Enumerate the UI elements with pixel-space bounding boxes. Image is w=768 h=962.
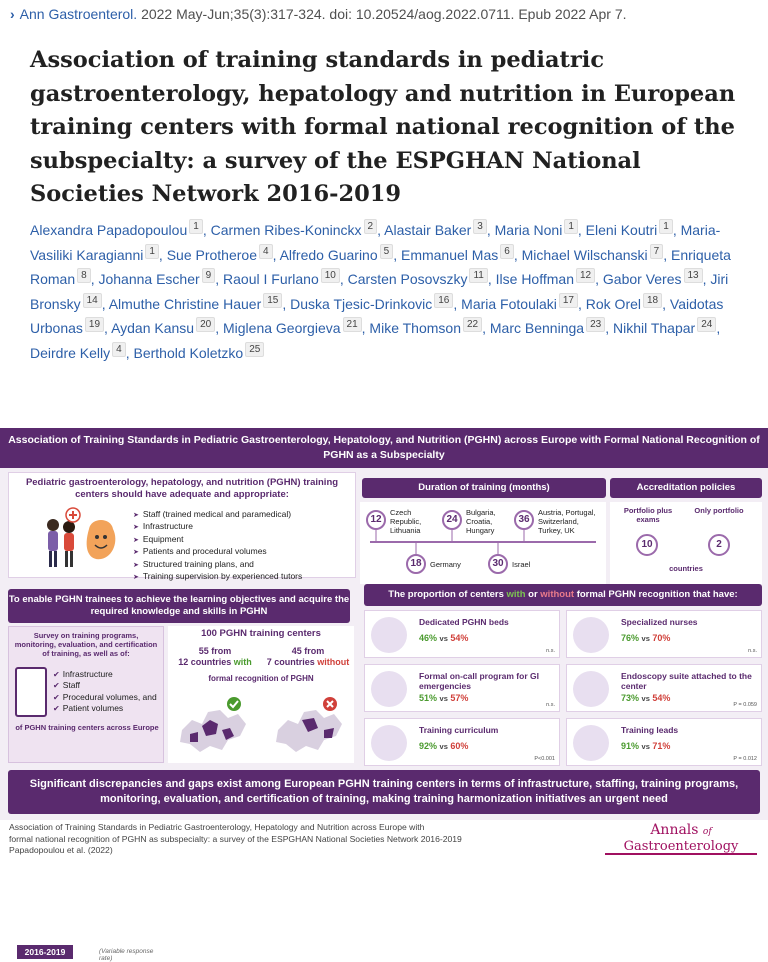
author-link[interactable]: Enriqueta Roman — [30, 246, 731, 287]
author-link[interactable]: Jiri Bronsky — [30, 271, 729, 312]
card-label: Training leads — [621, 725, 679, 735]
author-link[interactable]: Berthold Koletzko — [133, 344, 244, 361]
p-value: P = 0.012 — [733, 756, 757, 762]
without-num: 45 — [291, 646, 302, 656]
card-label: Dedicated PGHN beds — [419, 617, 509, 627]
card-illustration-icon — [573, 725, 609, 761]
requirement-item: ➤ Structured training plans, and — [133, 559, 302, 571]
affiliation-badge[interactable]: 21 — [343, 317, 362, 332]
affiliation-badge[interactable]: 9 — [202, 268, 216, 283]
portfolio-exams-count: 10 — [636, 534, 658, 556]
affiliation-badge[interactable]: 11 — [469, 268, 487, 283]
author-list: Alexandra Papadopoulou $^1$ , Carmen Ribes-Koninckx $^2$ , Alastair Baker $^3$ , Maria Noni $^1$ , Eleni Koutri $^1$ , Maria-Vasiliki Karagianni $^1$ , Sue Protheroe $^4$ , Alfredo Guarino $^5$ , Emmanuel Mas $^6$ , Michael Wilschanski $^7$ , Enriqueta Roman $^8$ , Johanna Escher $^9$ , Raoul I Furlano $^{10}$ , Carsten Posovszky $^{11}$ , Ilse Hoffman $^{12}$ , Gabor Veres $^{13}$ , Jiri Bronsky $^{14}$ , Almuthe Christine Hauer $^{15}$ , Duska Tjesic-Drinkovic $^{16}$ , Maria Fotoulaki $^{17}$ , Rok Orel $^{18}$ , Vaidotas Urbonas $^{19}$ , Aydan Kansu $^{20}$ , Miglena Georgieva $^{21}$ , Mike Thomson $^{22}$ , Marc Benninga $^{23}$ , Nikhil Thapar $^{24}$ , Deirdre Kelly $^4$ , Berthold Koletzko $^{25}$ — [30, 221, 731, 361]
affiliation-badge[interactable]: 18 — [643, 293, 662, 308]
survey-footer: of PGHN training centers across Europe — [15, 723, 159, 732]
author-link[interactable]: Raoul I Furlano — [223, 271, 319, 287]
duration-36: 36 — [514, 510, 534, 530]
affiliation-badge[interactable]: 19 — [85, 317, 104, 332]
duration-18-countries: Germany — [430, 560, 461, 569]
p-value: n.s. — [546, 648, 555, 654]
requirement-item: ➤ Infrastructure — [133, 521, 302, 533]
value-with: 76% — [621, 633, 640, 643]
proportion-prefix: The proportion of centers — [388, 589, 504, 600]
p-value: P<0.001 — [534, 756, 555, 762]
affiliation-badge[interactable]: 6 — [500, 244, 514, 259]
citation-details: 2022 May-Jun;35(3):317-324. doi: 10.20524/aog.2022.0711. Epub 2022 Apr 7. — [141, 6, 627, 22]
affiliation-badge[interactable]: 13 — [684, 268, 703, 283]
duration-30: 30 — [488, 554, 508, 574]
card-label: Specialized nurses — [621, 617, 698, 627]
portfolio-exams-label: Portfolio plus exams — [623, 506, 673, 524]
affiliation-badge[interactable]: 22 — [463, 317, 482, 332]
duration-24: 24 — [442, 510, 462, 530]
survey-item: ✔ Patient volumes — [53, 703, 157, 714]
author-link[interactable]: Almuthe Christine Hauer — [108, 295, 262, 312]
proportion-or: or — [528, 589, 538, 600]
author-link[interactable]: Rok Orel — [585, 295, 641, 312]
affiliation-badge[interactable]: 8 — [77, 268, 91, 283]
enable-band: To enable PGHN trainees to achieve the learning objectives and acquire the required knowledge and skills in PGHN — [8, 589, 350, 623]
author-link[interactable]: Carsten Posovszky — [347, 271, 468, 287]
europe-map-with-icon — [172, 690, 254, 756]
comparison-card — [364, 664, 560, 712]
author-link[interactable]: Carmen Ribes-Koninckx — [210, 222, 362, 238]
affiliation-badge[interactable]: 1 — [564, 219, 578, 234]
years-badge: 2016-2019 — [17, 945, 73, 959]
card-values — [419, 633, 468, 643]
without-countries: 7 — [266, 656, 272, 667]
response-note: (Variable response rate) — [99, 948, 154, 962]
affiliation-badge[interactable]: 2 — [364, 219, 378, 234]
card-values — [621, 693, 670, 703]
portfolio-only-count: 2 — [708, 534, 730, 556]
comparison-card — [566, 718, 762, 766]
duration-18: 18 — [406, 554, 426, 574]
card-label: Formal on-call program for GI emergencies — [419, 671, 539, 691]
requirement-item: ➤ Equipment — [133, 534, 302, 546]
card-values — [621, 741, 670, 751]
value-with: 46% — [419, 633, 438, 643]
value-without: 70% — [652, 633, 671, 643]
requirement-item: ➤ Training supervision by experienced tutors — [133, 571, 302, 583]
p-value: n.s. — [748, 648, 757, 654]
card-values — [621, 633, 670, 643]
affiliation-badge[interactable]: 17 — [559, 293, 578, 308]
without-from: from — [304, 646, 325, 656]
affiliation-badge[interactable]: 1 — [189, 219, 203, 234]
affiliation-badge[interactable]: 7 — [650, 244, 664, 259]
affiliation-badge[interactable]: 5 — [380, 244, 394, 259]
author-link[interactable]: Mike Thomson — [369, 320, 461, 336]
portfolio-only-label: Only portfolio — [694, 506, 744, 515]
centers-without — [262, 646, 354, 667]
author-link[interactable]: Maria-Vasiliki Karagianni — [30, 222, 721, 263]
proportion-suffix: formal PGHN recognition that have: — [576, 589, 738, 600]
without-countries-text: countries — [274, 656, 315, 667]
value-with: 91% — [621, 741, 640, 751]
affiliation-badge[interactable]: 3 — [473, 219, 487, 234]
affiliation-badge[interactable]: 20 — [196, 317, 215, 332]
proportion-with: with — [506, 589, 526, 600]
duration-12: 12 — [366, 510, 386, 530]
accreditation-heading: Accreditation policies — [610, 478, 762, 498]
with-num: 55 — [198, 646, 209, 656]
card-values — [419, 693, 468, 703]
chevron-right-icon[interactable]: › — [10, 6, 15, 22]
author-link[interactable]: Maria Fotoulaki — [461, 295, 557, 312]
requirements-list — [133, 509, 302, 583]
p-value: n.s. — [546, 702, 555, 708]
duration-box — [360, 502, 606, 584]
vs-label: vs — [439, 634, 448, 643]
author-link[interactable]: Michael Wilschanski — [521, 246, 648, 263]
value-without: 54% — [450, 633, 469, 643]
card-label: Training curriculum — [419, 725, 499, 735]
requirements-heading: Pediatric gastroenterology, hepatology, and nutrition (PGHN) training centers should have adequate and appropriate: — [25, 477, 339, 500]
ga-footer — [9, 822, 569, 857]
vs-label: vs — [641, 694, 650, 703]
comparison-card — [364, 610, 560, 658]
vs-label: vs — [641, 634, 650, 643]
author-link[interactable]: Vaidotas Urbonas — [30, 295, 724, 336]
with-word: with — [233, 656, 252, 667]
comparison-card — [566, 610, 762, 658]
comparison-card — [364, 718, 560, 766]
p-value: P = 0.059 — [733, 702, 757, 708]
author-link[interactable]: Miglena Georgieva — [223, 320, 341, 336]
value-without: 60% — [450, 741, 469, 751]
affiliation-badge[interactable]: 4 — [112, 342, 126, 357]
proportion-heading — [364, 584, 762, 606]
survey-heading: Survey on training programs, monitoring, evaluation, and certification of training, as well as of: — [14, 631, 158, 659]
card-illustration-icon — [371, 725, 407, 761]
value-with: 92% — [419, 741, 438, 751]
affiliation-badge[interactable]: 1 — [659, 219, 673, 234]
clipboard-icon — [15, 667, 47, 717]
journal-logo — [605, 823, 757, 855]
duration-36-countries: Austria, Portugal, Switzerland, Turkey, UK — [538, 508, 596, 535]
author-link[interactable]: Alastair Baker — [384, 222, 472, 238]
citation — [10, 6, 627, 22]
author-link[interactable]: Johanna Escher — [98, 271, 200, 287]
proportion-without: without — [540, 589, 575, 600]
affiliation-badge[interactable]: 16 — [434, 293, 453, 308]
author-link[interactable]: Alexandra Papadopoulou — [30, 222, 188, 238]
author-link[interactable]: Nikhil Thapar — [612, 320, 696, 336]
card-illustration-icon — [573, 671, 609, 707]
footer-line1: Association of Training Standards in Pediatric Gastroenterology, Hepatology and Nutrition across Europe with — [9, 822, 425, 832]
footer-line3: Papadopoulou et al. (2022) — [9, 845, 113, 855]
countries-label: countries — [669, 564, 703, 573]
requirements-box — [8, 472, 356, 582]
vs-label: vs — [641, 742, 650, 751]
journal-link[interactable]: Ann Gastroenterol. — [19, 6, 138, 22]
author-link[interactable]: Gabor Veres — [602, 271, 682, 287]
affiliation-badge[interactable]: 12 — [576, 268, 595, 283]
article-title: Association of training standards in pediatric gastroenterology, hepatology and nutrition in European training centers with formal national recognition of the subspecialty: a survey of the ESPGHAN National Societies Network 2016-2019 — [30, 47, 736, 207]
author-link[interactable]: Emmanuel Mas — [400, 246, 499, 263]
accreditation-box — [610, 502, 762, 584]
affiliation-badge[interactable]: 10 — [321, 268, 340, 283]
centers-box — [168, 626, 354, 763]
card-label: Endoscopy suite attached to the center — [621, 671, 752, 691]
card-values — [419, 741, 468, 751]
value-without: 57% — [450, 693, 469, 703]
author-link[interactable]: Maria Noni — [494, 222, 563, 238]
author-link[interactable]: Duska Tjesic-Drinkovic — [290, 295, 433, 312]
vs-label: vs — [439, 742, 448, 751]
affiliation-badge[interactable]: 1 — [145, 244, 159, 259]
author-link[interactable]: Alfredo Guarino — [279, 246, 378, 263]
ga-header: Association of Training Standards in Pediatric Gastroenterology, Hepatology, and Nutrition (PGHN) across Europe with Formal National Recognition of PGHN as a Subspecialty — [0, 428, 768, 468]
value-with: 73% — [621, 693, 640, 703]
value-without: 71% — [652, 741, 671, 751]
conclusion-band: Significant discrepancies and gaps exist among European PGHN training centers in terms of infrastructure, staffing, training programs, monitoring, evaluation, and certification of training, making training harmonization initiatives an urgent need — [8, 770, 760, 814]
survey-item: ✔ Staff — [53, 680, 157, 691]
logo-annals: Annals of — [650, 822, 712, 838]
formal-recognition-label: formal recognition of PGHN — [208, 674, 314, 683]
affiliation-badge[interactable]: 15 — [263, 293, 282, 308]
with-from: from — [211, 646, 232, 656]
europe-map-without-icon — [268, 690, 350, 756]
children-illustration-icon — [39, 507, 129, 573]
value-without: 54% — [652, 693, 671, 703]
affiliation-badge[interactable]: 14 — [83, 293, 102, 308]
card-illustration-icon — [371, 617, 407, 653]
duration-12-countries: Czech Republic, Lithuania — [390, 508, 422, 535]
survey-item: ✔ Procedural volumes, and — [53, 692, 157, 703]
survey-item: ✔ Infrastructure — [53, 669, 157, 680]
vs-label: vs — [439, 694, 448, 703]
value-with: 51% — [419, 693, 438, 703]
logo-gastro: Gastroenterology — [623, 839, 739, 854]
card-illustration-icon — [573, 617, 609, 653]
affiliation-badge[interactable]: 24 — [697, 317, 716, 332]
author-link[interactable]: Eleni Koutri — [585, 222, 658, 238]
footer-line2: formal national recognition of PGHN as subspecialty: a survey of the ESPGHAN National Societies Network 2016-2019 — [9, 833, 462, 844]
without-word: without — [317, 656, 350, 667]
author-link[interactable]: Ilse Hoffman — [495, 271, 574, 287]
affiliation-badge[interactable]: 23 — [586, 317, 605, 332]
author-link[interactable]: Deirdre Kelly — [30, 344, 111, 361]
duration-24-countries: Bulgaria, Croatia, Hungary — [466, 508, 496, 535]
duration-30-countries: Israel — [512, 560, 531, 569]
author-link[interactable]: Marc Benninga — [489, 320, 585, 336]
comparison-card — [566, 664, 762, 712]
requirement-item: ➤ Staff (trained medical and paramedical) — [133, 509, 302, 521]
requirement-item: ➤ Patients and procedural volumes — [133, 546, 302, 558]
centers-heading: 100 PGHN training centers — [201, 628, 321, 639]
with-countries-text: countries — [190, 656, 232, 667]
with-countries: 12 — [178, 656, 189, 667]
affiliation-badge[interactable]: 4 — [259, 244, 273, 259]
survey-list — [53, 669, 157, 714]
centers-with — [170, 646, 260, 667]
author-link[interactable]: Aydan Kansu — [111, 320, 195, 336]
card-illustration-icon — [371, 671, 407, 707]
affiliation-badge[interactable]: 25 — [245, 342, 264, 357]
duration-heading: Duration of training (months) — [362, 478, 606, 498]
author-link[interactable]: Sue Protheroe — [166, 246, 257, 263]
